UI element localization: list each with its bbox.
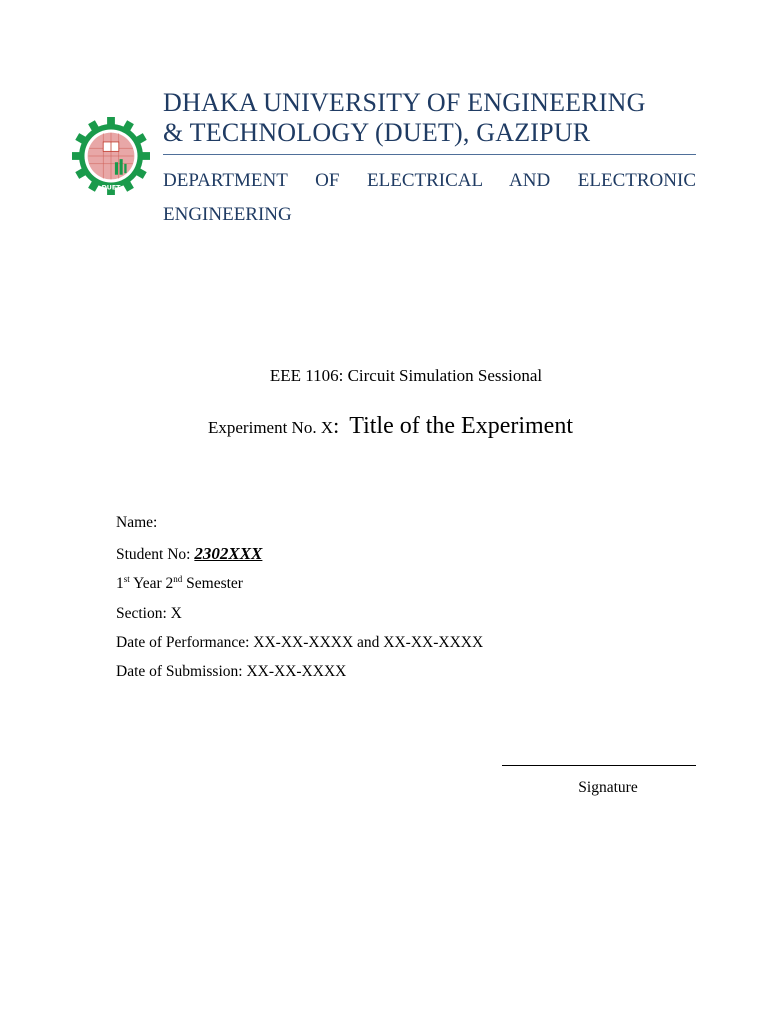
experiment-heading: [208, 413, 573, 440]
experiment-title: Title of the Experiment: [349, 413, 573, 439]
student-number-value: 2302XXX: [194, 544, 263, 563]
student-number-label: Student No:: [116, 546, 195, 563]
course-title: EEE 1106: Circuit Simulation Sessional: [269, 366, 543, 385]
experiment-colon: :: [333, 413, 340, 438]
duet-gear-logo-icon: [72, 117, 150, 195]
date-of-submission: Date of Submission: XX-XX-XXXX: [116, 663, 347, 680]
semester-number: 2: [165, 575, 174, 592]
year-number: 1: [116, 575, 124, 592]
student-number-field: [116, 544, 262, 564]
header-divider: [163, 154, 696, 155]
semester-suffix: nd: [173, 574, 183, 584]
department-name: DEPARTMENT OF ELECTRICAL AND ELECTRONIC ENGINEERING: [163, 170, 696, 225]
signature-line: [502, 765, 696, 766]
date-of-performance: Date of Performance: XX-XX-XXXX and XX-XX-XXXX: [116, 634, 484, 651]
university-name-line1: DHAKA UNIVERSITY OF ENGINEERING: [163, 88, 646, 117]
year-semester-field: [116, 575, 243, 593]
section-field: Section: X: [116, 605, 182, 622]
name-field: Name:: [116, 514, 158, 531]
year-word: Year: [129, 575, 166, 592]
experiment-label: Experiment No.: [208, 418, 321, 437]
semester-word: Semester: [182, 575, 243, 592]
year-suffix: st: [123, 574, 130, 584]
signature-label: Signature: [578, 779, 638, 796]
university-name: [163, 88, 703, 148]
experiment-number: X: [320, 418, 334, 437]
university-name-line2: & TECHNOLOGY (DUET), GAZIPUR: [163, 118, 591, 147]
logo-text: DUET: [101, 184, 121, 192]
